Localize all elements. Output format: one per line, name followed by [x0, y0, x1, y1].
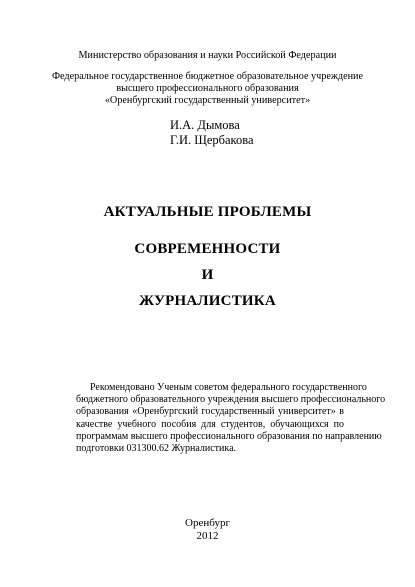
publication-city: Оренбург [185, 517, 230, 529]
recommendation-line-2: бюджетного образовательного учреждения высшего профессионального [76, 394, 386, 406]
recommendation-line-6: подготовки 031300.62 Журналистика. [76, 443, 237, 455]
title-line-2: СОВРЕМЕННОСТИ [134, 241, 281, 257]
institution-line-2: высшего профессионального образования [116, 83, 299, 94]
recommendation-line-1: Рекомендовано Ученым советом федерального государственного [90, 382, 367, 393]
recommendation-line-4: качестве учебного пособия для студентов, обучающихся по [76, 418, 344, 430]
title-line-1: АКТУАЛЬНЫЕ ПРОБЛЕМЫ [103, 204, 312, 220]
authors-block [170, 118, 254, 148]
title-line-4: ЖУРНАЛИСТИКА [139, 293, 276, 309]
author-1: И.А. Дымова [170, 118, 240, 132]
recommendation-text [76, 382, 386, 455]
ministry-name: Министерство образования и науки Российской Федерации [78, 50, 337, 61]
title-line-3: И [201, 267, 214, 283]
institution-line-3: «Оренбургский государственный университет» [104, 95, 311, 106]
recommendation-line-5: программам высшего профессионального образования по направлению [76, 430, 382, 442]
author-2: Г.И. Щербакова [170, 133, 254, 147]
recommendation-line-3: образования «Оренбургский государственный университет» в [76, 406, 344, 418]
publication-year: 2012 [196, 530, 219, 542]
institution-line-1: Федеральное государственное бюджетное образовательное учреждение [51, 71, 364, 82]
